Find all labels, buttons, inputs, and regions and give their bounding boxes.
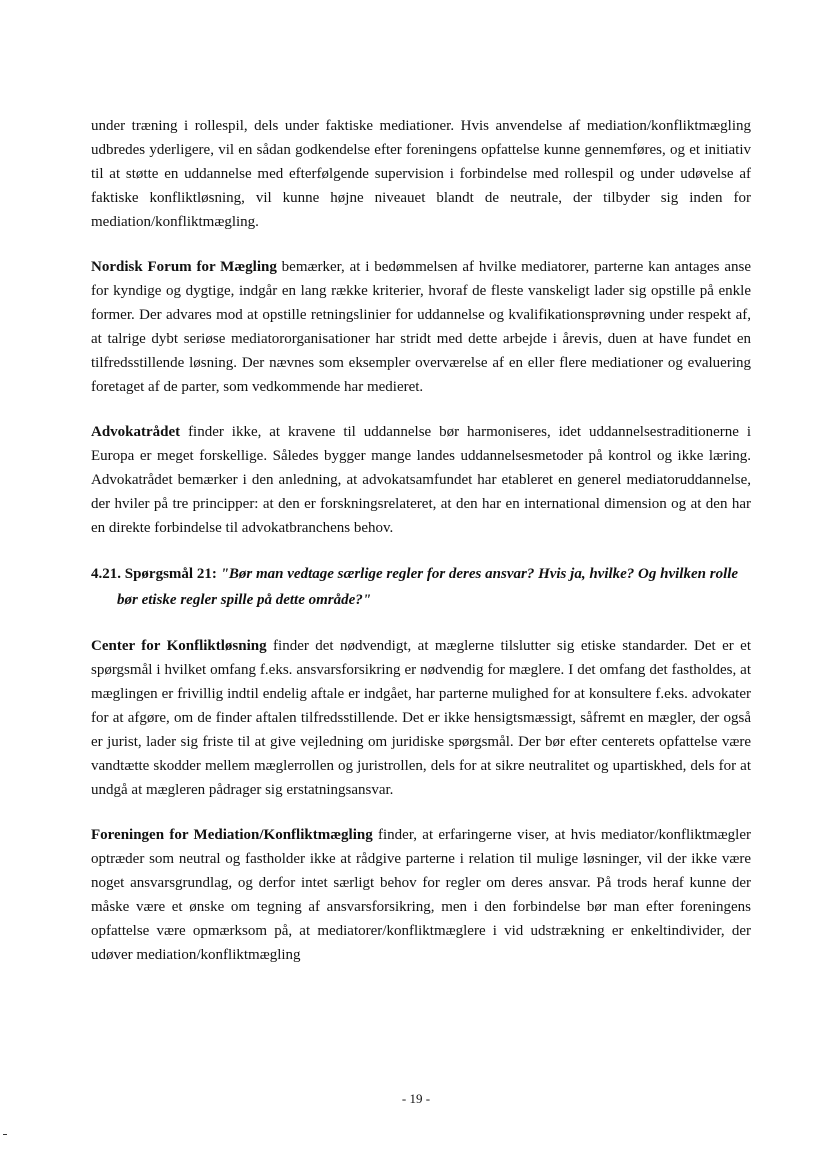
paragraph-nordisk-forum [91,255,751,399]
paragraph-text: under træning i rollespil, dels under faktiske mediationer. Hvis anvendelse af mediation/konfliktmægling udbredes yderligere, vil en sådan godkendelse efter foreningens opfattelse kunne gennemføres, og et initiativ til at støtte en uddannelse med efterfølgende supervision i forbindelse med rollespil og under udøvelse af faktiske konfliktløsning, vil kunne højne niveauet blandt de neutrale, der tilbyder sig inden for mediation/konfliktmægling. [91,118,751,230]
section-heading [91,561,751,613]
organization-name: Center for Konfliktløsning [91,638,267,654]
paragraph-text: bemærker, at i bedømmelsen af hvilke mediatorer, parterne kan antages anse for kyndige og dygtige, indgår en lang række kriterier, hvoraf de fleste vanskeligt lader sig opstille på enkle former. Der advares mod at opstille retningslinier for uddannelse og kvalifikationsprøvning under respekt af, at talrige dybt seriøse mediatororganisationer har stridt med dette arbejde i årevis, duen at have fundet en tilfredsstillende løsning. Der nævnes som eksempler overværelse af en eller flere mediationer og evaluering foretaget af de parter, som vedkommende har medieret. [91,259,751,395]
paragraph-text: finder, at erfaringerne viser, at hvis mediator/konfliktmægler optræder som neutral og fastholder ikke at rådgive parterne i relation til mulige løsninger, vil der ikke være noget ansvarsgrundlag, og derfor intet særligt behov for regler om deres ansvar. På trods heraf kunne der måske være et ønske om tegning af ansvarsforsikring, men i den forbindelse bør man efter foreningens opfattelse være opmærksom på, at mediatorer/konfliktmæglere i vid udstrækning er enkeltindivider, der udøver mediation/konfliktmægling [91,827,751,963]
text-column [91,114,751,988]
scan-mark [3,1134,7,1135]
paragraph-text: finder det nødvendigt, at mæglerne tilslutter sig etiske standarder. Det er et spørgsmål i hvilket omfang f.eks. ansvarsforsikring er nødvendig for mæglere. I det omfang det fastholdes, at mæglingen er frivillig indtil endelig aftale er indgået, har parterne mulighed for at konsultere f.eks. advokater for at afgøre, om de finder aftalen tilfredsstillende. Det er ikke hensigtsmæssigt, såfremt en mægler, der også er jurist, lader sig friste til at give vejledning om juridiske spørgsmål. Der bør efter centerets opfattelse være vandtætte skodder mellem mæglerrollen og juristrollen, dels for at sikre neutralitet og upartiskhed, dels for at undgå at mægleren pådrager sig erstatningsansvar. [91,638,751,798]
organization-name: Advokatrådet [91,424,181,440]
paragraph-advokatraadet [91,420,751,540]
paragraph-foreningen-mediation [91,823,751,967]
page-number: - 19 - [401,1091,431,1106]
paragraph-center-konfliktloesning [91,634,751,802]
section-question: "Bør man vedtage særlige regler for deres ansvar? Hvis ja, hvilke? Og hvilken rolle bør etiske regler spille på dette område?" [117,566,739,608]
organization-name: Foreningen for Mediation/Konfliktmægling [91,827,373,843]
organization-name: Nordisk Forum for Mægling [91,259,277,275]
paragraph-continuation [91,114,751,234]
paragraph-text: finder ikke, at kravene til uddannelse bør harmoniseres, idet uddannelsestraditionerne i Europa er meget forskellige. Således bygger mange landes uddannelsesmetoder på kontrol og ikke læring. Advokatrådet bemærker i den anledning, at advokatsamfundet har etableret en generel mediatoruddannelse, der hviler på tre principper: at den er forskningsrelateret, at den har en international dimension og at den har en direkte forbindelse til advokatbranchens behov. [91,424,751,536]
section-number: 4.21. Spørgsmål 21: [91,566,217,582]
